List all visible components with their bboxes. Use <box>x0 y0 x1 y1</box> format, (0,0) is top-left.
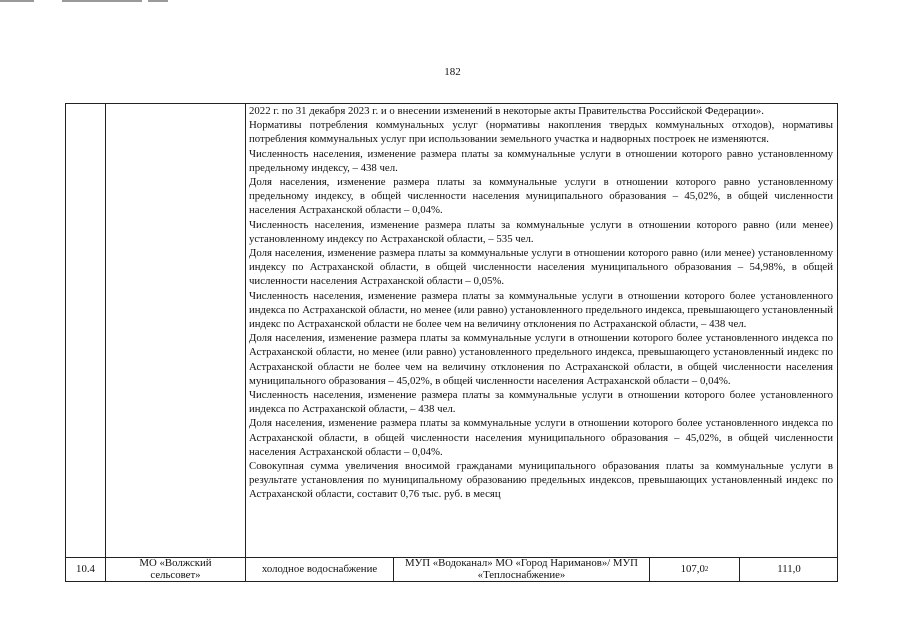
paragraph: Совокупная сумма увеличения вносимой гражданами муниципального образования платы за коммунальные услуги в результате установления по муниципальному образованию предельных индексов, превышающих установленный индекс по Астраханской области, составит 0,76 тыс. руб. в месяц <box>249 460 833 501</box>
paragraph: Доля населения, изменение размера платы за коммунальные услуги в отношении которого более установленного индекса по Астраханской области, в общей численности населения муниципального образования – 45,02%, в общей численности населения Астраханской области – 0,04%. <box>249 417 833 458</box>
paragraph: Нормативы потребления коммунальных услуг (нормативы накопления твердых коммунальных отходов), нормативы потребления коммунальных услуг при использовании земельного участка и надворных построек не изменяются. <box>249 119 833 146</box>
municipality-cell <box>106 557 246 581</box>
row-number: 10.4 <box>76 563 95 575</box>
supplier-cell <box>394 557 650 581</box>
paragraph: Численность населения, изменение размера платы за коммунальные услуги в отношении которого равно установленному предельному индексу, – 438 чел. <box>249 147 833 174</box>
paragraph: Доля населения, изменение размера платы за коммунальные услуги в отношении которого равно (или менее) установленному индексу по Астраханской области, в общей численности населения муниципального образования – 54,98%, в общей численности населения Астраханской области – 0,05%. <box>249 247 833 288</box>
row-number-cell <box>66 557 106 581</box>
table-bottom-border <box>65 581 838 582</box>
supplier-name: МУП «Водоканал» МО «Город Нариманов»/ МУП «Теплоснабжение» <box>405 557 638 581</box>
paragraph: 2022 г. по 31 декабря 2023 г. и о внесении изменений в некоторые акты Правительства Российской Федерации». <box>249 105 764 117</box>
service-name: холодное водоснабжение <box>261 563 378 575</box>
paragraph: Численность населения, изменение размера платы за коммунальные услуги в отношении которого более установленного индекса по Астраханской области, – 438 чел. <box>249 389 833 416</box>
column-divider <box>105 103 106 557</box>
scan-artifact <box>0 0 175 4</box>
value-cell <box>740 557 838 581</box>
table-top-border <box>65 103 838 104</box>
column-divider <box>245 103 246 557</box>
paragraph: Доля населения, изменение размера платы за коммунальные услуги в отношении которого равно установленному предельному индексу, в общей численности населения муниципального образования – 45,02%, в общей численности населения Астраханской области – 0,04%. <box>249 176 833 217</box>
index-value: 107,0 <box>680 563 705 575</box>
paragraph: Численность населения, изменение размера платы за коммунальные услуги в отношении которого равно (или менее) установленному индексу по Астраханской области, – 535 чел. <box>249 218 833 245</box>
index-cell: 107,0 2 <box>650 557 740 581</box>
municipality-name: МО «Волжский сельсовет» <box>139 557 212 581</box>
paragraph: Доля населения, изменение размера платы за коммунальные услуги в отношении которого более установленного индекса по Астраханской области, но менее (или равно) установленного предельного индекса, превышающего установленный индекс по Астраханской области не более чем на величину отклонения по Астраханской области, в общей численности населения муниципального образования – 45,02%, в общей численности населения Астраханской области – 0,04%. <box>249 332 833 387</box>
service-cell <box>246 557 394 581</box>
table-cell-continuation-text <box>249 104 833 502</box>
value-2: 111,0 <box>777 563 801 575</box>
page-number: 182 <box>444 66 461 78</box>
paragraph: Численность населения, изменение размера платы за коммунальные услуги в отношении которого более установленного индекса по Астраханской области, но менее (или равно) установленного предельного индекса, превышающего установленный индекс по Астраханской области не более чем на величину отклонения по Астраханской области, – 438 чел. <box>249 289 833 331</box>
